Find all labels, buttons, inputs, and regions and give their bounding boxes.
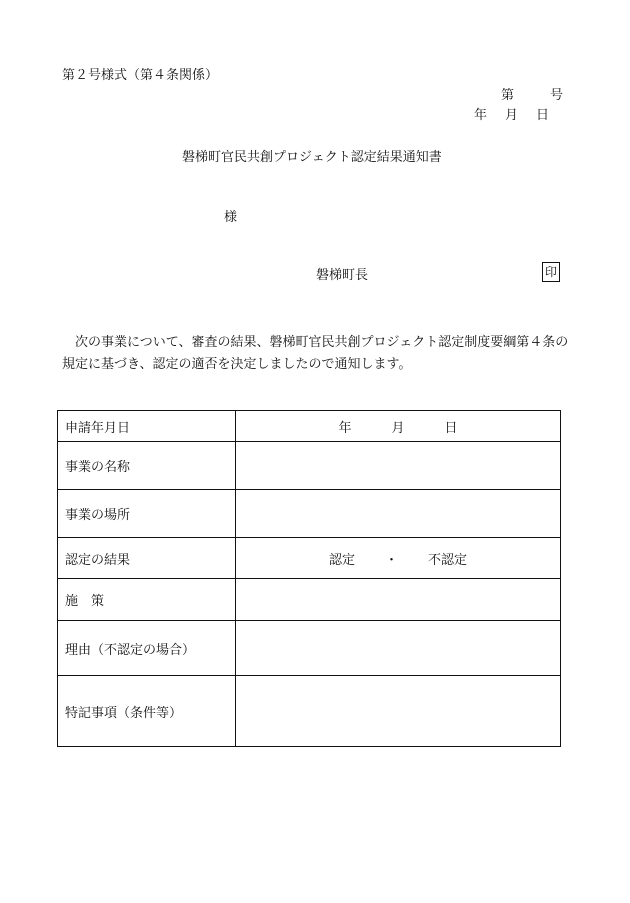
body-text: 次の事業について、審査の結果、磐梯町官民共創プロジェクト認定制度要綱第４条の規定に基づき、認定の適否を決定しましたので通知します。 [62, 335, 569, 372]
special-notes-field [236, 676, 561, 747]
result-table [57, 410, 561, 747]
option-approved: 認定 [328, 552, 355, 568]
table-row [58, 676, 561, 747]
table-row [58, 442, 561, 490]
application-date-value [236, 411, 561, 442]
document-title: 磐梯町官民共創プロジェクト認定結果通知書 [182, 150, 442, 165]
table-row [58, 621, 561, 676]
number-suffix: 号 [550, 88, 564, 103]
result-options [236, 538, 561, 579]
seal-mark: 印 [542, 262, 560, 282]
project-name-field [236, 442, 561, 490]
date-year: 年 [474, 108, 488, 123]
date-day: 日 [536, 108, 550, 123]
row-label-reason: 理由（不認定の場合） [58, 621, 236, 676]
row-label-policy: 施 策 [58, 579, 236, 621]
row-label-result: 認定の結果 [58, 538, 236, 579]
table-row [58, 490, 561, 538]
application-day: 日 [444, 420, 458, 436]
project-location-field [236, 490, 561, 538]
document-date [474, 104, 549, 123]
row-label-project-location: 事業の場所 [58, 490, 236, 538]
table-row [58, 579, 561, 621]
row-label-project-name: 事業の名称 [58, 442, 236, 490]
application-month: 月 [391, 420, 405, 436]
table-row [58, 538, 561, 579]
application-year: 年 [338, 420, 352, 436]
date-month: 月 [505, 108, 519, 123]
document-number [501, 84, 563, 103]
addressee-suffix: 様 [224, 210, 238, 225]
number-prefix: 第 [501, 88, 515, 103]
option-not-approved: 不認定 [428, 552, 468, 568]
sender-name: 磐梯町長 [316, 268, 369, 283]
option-separator: ・ [384, 552, 398, 568]
row-label-application-date: 申請年月日 [58, 411, 236, 442]
row-label-special-notes: 特記事項（条件等） [58, 676, 236, 747]
form-number: 第２号様式（第４条関係） [62, 68, 219, 83]
policy-field [236, 579, 561, 621]
table-row [58, 411, 561, 442]
reason-field [236, 621, 561, 676]
